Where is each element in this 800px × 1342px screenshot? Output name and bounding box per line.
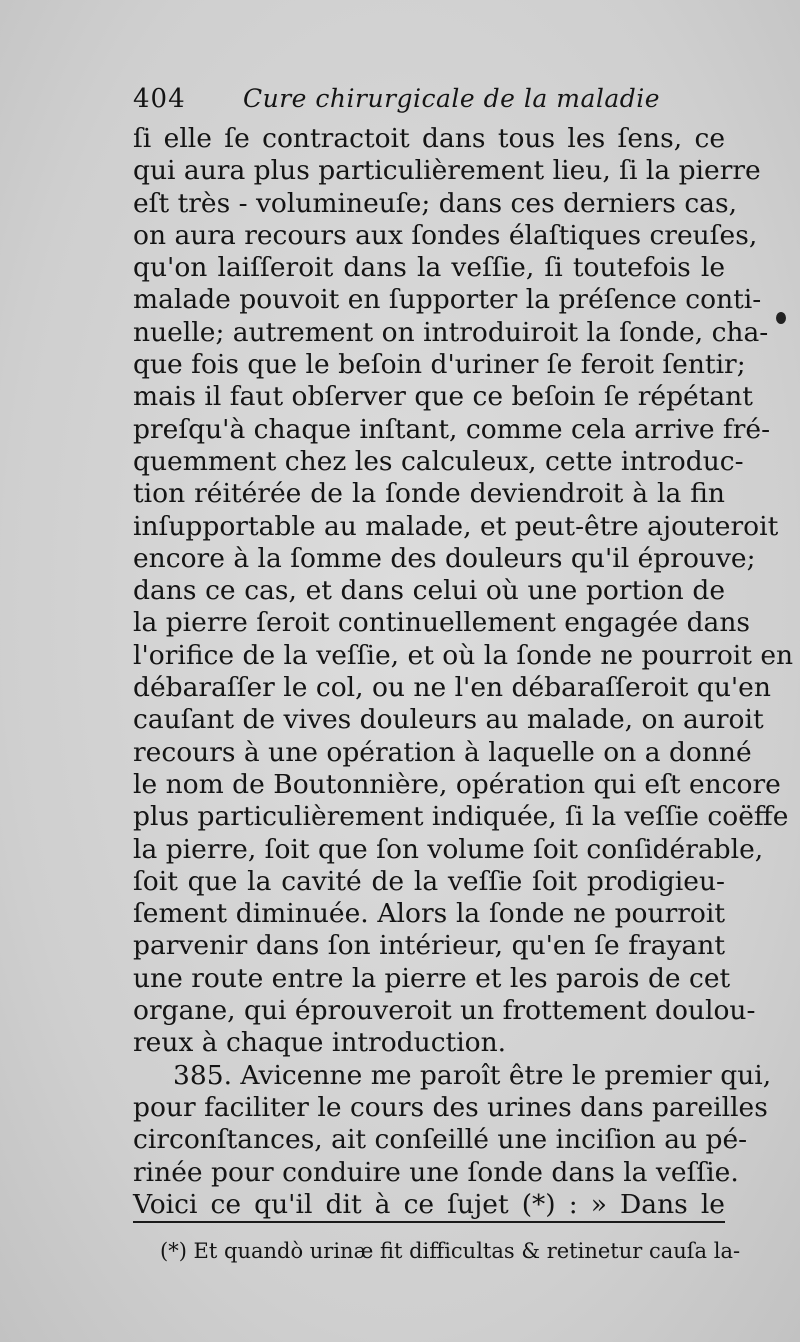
text-line: cauſant de vives douleurs au malade, on auroit bbox=[133, 704, 764, 736]
ink-speck bbox=[776, 312, 786, 324]
text-line: que fois que le beſoin d'uriner ſe feroit ſentir; bbox=[133, 349, 746, 381]
text-line: dans ce cas, et dans celui où une portion de bbox=[133, 575, 725, 607]
body-text bbox=[133, 123, 794, 1221]
text-line: parvenir dans ſon intérieur, qu'en ſe frayant bbox=[133, 930, 725, 962]
text-line: le nom de Boutonnière, opération qui eſt encore bbox=[133, 768, 781, 800]
text-line: circonſtances, ait conſeillé une inciſion au pé- bbox=[133, 1124, 748, 1156]
text-line: qu'on laiſſeroit dans la veſſie, ſi toutefois le bbox=[133, 252, 725, 284]
page-header bbox=[133, 78, 733, 118]
text-line: ſi elle ſe contractoit dans tous les ſens, ce bbox=[133, 123, 725, 154]
text-line: débaraſſer le col, ou ne l'en débaraſſeroit qu'en bbox=[133, 672, 771, 704]
text-line: mais il faut obſerver que ce beſoin ſe répétant bbox=[133, 381, 753, 413]
text-line: on aura recours aux ſondes élaſtiques creuſes, bbox=[133, 219, 758, 251]
text-line: preſqu'à chaque inſtant, comme cela arrive fré- bbox=[133, 413, 771, 445]
text-line: qui aura plus particulièrement lieu, ſi la pierre bbox=[133, 155, 761, 187]
text-line: reux à chaque introduction. bbox=[133, 1027, 507, 1059]
page-number: 404 bbox=[133, 84, 186, 114]
text-line: inſupportable au malade, et peut-être ajouteroit bbox=[133, 510, 779, 542]
footnote: (*) Et quandò urinæ fit difficultas & retinetur cauſa la- bbox=[160, 1239, 741, 1263]
text-line: ſoit que la cavité de la veſſie ſoit prodigieu- bbox=[133, 865, 725, 897]
text-line: plus particulièrement indiquée, ſi la veſſie coëffe bbox=[133, 801, 789, 833]
text-line: ſement diminuée. Alors la ſonde ne pourroit bbox=[133, 898, 725, 930]
text-line: organe, qui éprouveroit un frottement doulou- bbox=[133, 995, 756, 1027]
text-line: la pierre, ſoit que ſon volume ſoit conſidérable, bbox=[133, 833, 764, 865]
text-line: recours à une opération à laquelle on a donné bbox=[133, 736, 752, 768]
running-title: Cure chirurgicale de la maladie bbox=[243, 84, 661, 113]
text-line: tion réitérée de la ſonde deviendroit à la fin bbox=[133, 478, 725, 510]
text-line: pour faciliter le cours des urines dans pareilles bbox=[133, 1091, 768, 1123]
text-line: eſt très - volumineuſe; dans ces derniers cas, bbox=[133, 187, 737, 219]
text-line: la pierre ſeroit continuellement engagée dans bbox=[133, 607, 751, 639]
text-line: encore à la ſomme des douleurs qu'il éprouve; bbox=[133, 542, 756, 574]
footnote-rule bbox=[133, 1221, 725, 1223]
text-line: rinée pour conduire une ſonde dans la veſſie. bbox=[133, 1156, 739, 1188]
text-line: quemment chez les calculeux, cette introduc- bbox=[133, 445, 744, 477]
text-line: une route entre la pierre et les parois de cet bbox=[133, 962, 731, 994]
text-line: malade pouvoit en ſupporter la préſence conti- bbox=[133, 284, 762, 316]
text-line: Voici ce qu'il dit à ce ſujet (*) : » Dans le bbox=[133, 1188, 725, 1220]
text-line: nuelle; autrement on introduiroit la ſonde, cha- bbox=[133, 316, 769, 348]
text-line: 385. Avicenne me paroît être le premier qui, bbox=[173, 1059, 772, 1091]
text-line: l'orifice de la veſſie, et où la ſonde ne pourroit en bbox=[133, 639, 794, 671]
